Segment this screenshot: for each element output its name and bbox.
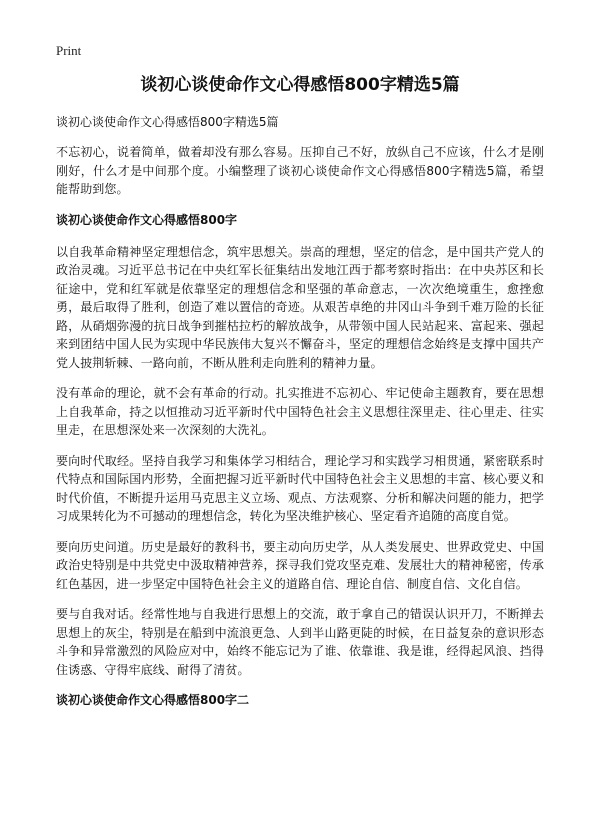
section-heading: 谈初心谈使命作文心得感悟800字二 [56, 693, 250, 707]
body-paragraph: 以自我革命精神坚定理想信念，筑牢思想关。崇高的理想，坚定的信念，是中国共产党人的政治灵魂。习近平总书记在中央红军长征集结出发地江西于都考察时指出：在中央苏区和长征途中，党和红军就是依靠坚定的理想信念和坚强的革命意志，一次次绝境重生，愈挫愈勇，最后取得了胜利，创造了难以置信的奇迹。从艰苦卓绝的井冈山斗争到千难万险的长征路，从硝烟弥漫的抗日战争到摧枯拉朽的解放战争，从带领中国人民站起来、富起来、强起来到团结中国人民为实现中华民族伟大复兴不懈奋斗，坚定的理想信念始终是支撑中国共产党人披荆斩棘、一路向前，不断从胜利走向胜利的精神力量。 [56, 244, 544, 370]
document-subtitle: 谈初心谈使命作文心得感悟800字精选5篇 [56, 115, 279, 129]
section-heading: 谈初心谈使命作文心得感悟800字 [56, 212, 238, 227]
body-paragraph: 要与自我对话。经常性地与自我进行思想上的交流，敢于拿自己的错误认识开刀，不断掸去思想上的灰尘，特别是在船到中流浪更急、人到半山路更陡的时候，在日益复杂的意识形态斗争和异常激烈的风险应对中，始终不能忘记为了谁、依靠谁、我是谁，经得起风浪、挡得住诱惑、守得牢底线、耐得了清贫。 [56, 607, 544, 677]
print-link[interactable]: Print [56, 43, 82, 58]
body-paragraph: 要向历史问道。历史是最好的教科书，要主动向历史学，从人类发展史、世界政党史、中国政治史特别是中共党史中汲取精神营养，探寻我们党攻坚克难、发展壮大的精神秘密，传承红色基因，进一步坚定中国特色社会主义的道路自信、理论自信、制度自信、文化自信。 [56, 539, 544, 591]
document-title: 谈初心谈使命作文心得感悟800字精选5篇 [140, 75, 460, 95]
body-paragraph: 没有革命的理论，就不会有革命的行动。扎实推进不忘初心、牢记使命主题教育，要在思想上自我革命，持之以恒推动习近平新时代中国特色社会主义思想往深里走、往心里走、往实里走，在思想深处来一次深刻的大洗礼。 [56, 386, 544, 437]
intro-paragraph: 不忘初心，说着简单，做着却没有那么容易。压抑自己不好，放纵自己不应该，什么才是刚刚好，什么才是中间那个度。小编整理了谈初心谈使命作文心得感悟800字精选5篇，希望能帮助到您。 [56, 145, 544, 196]
body-paragraph: 要向时代取经。坚持自我学习和集体学习相结合，理论学习和实践学习相贯通，紧密联系时代特点和国际国内形势，全面把握习近平新时代中国特色社会主义思想的丰富、核心要义和时代价值，不断提升运用马克思主义立场、观点、方法观察、分析和解决问题的能力，把学习成果转化为不可撼动的理想信念，转化为坚决维护核心、坚定看齐追随的高度自觉。 [56, 453, 544, 523]
